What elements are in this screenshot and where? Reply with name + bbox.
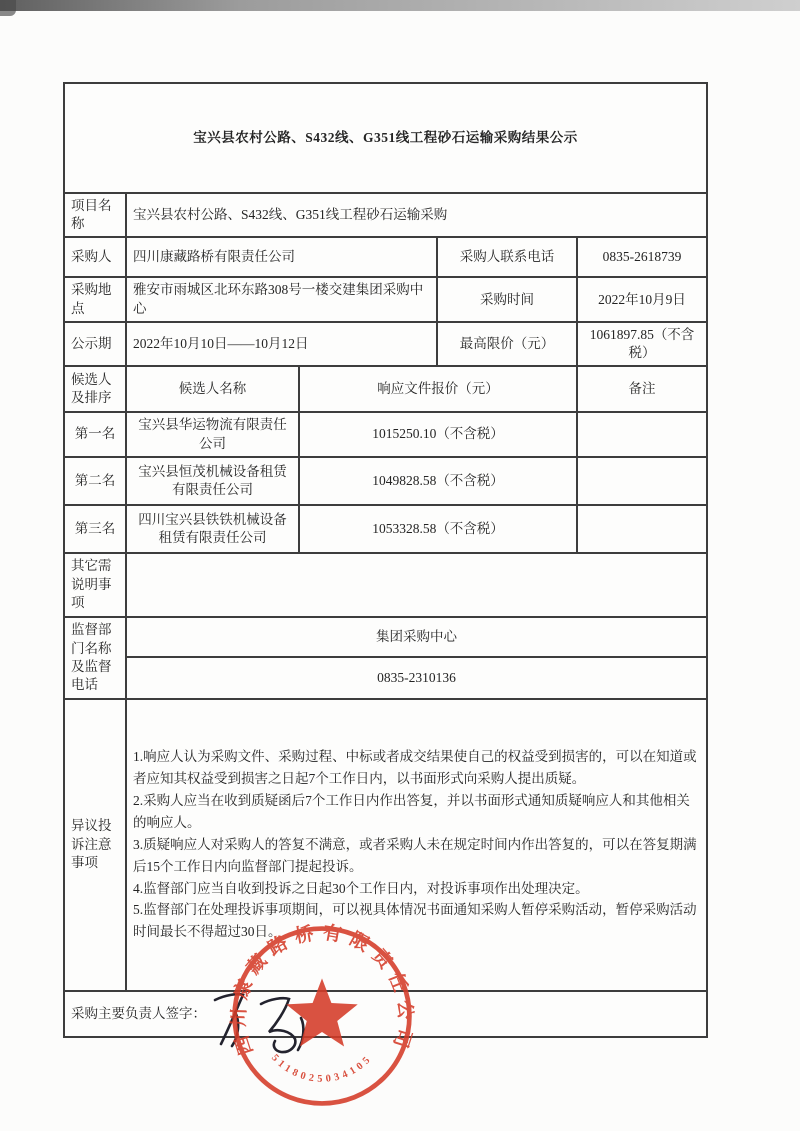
candidate-3-price: 1053328.58（不含税） [299, 505, 577, 553]
candidate-row-1 [64, 412, 707, 456]
candidates-header-row [64, 366, 707, 412]
candidate-1-price: 1015250.10（不含税） [299, 412, 577, 456]
max-price-label: 最高限价（元） [437, 322, 577, 366]
scan-corner-artifact [0, 0, 16, 16]
candidate-row-3 [64, 505, 707, 553]
purchaser-phone-label: 采购人联系电话 [437, 237, 577, 277]
other-notes-value [126, 553, 707, 617]
candidate-2-rank: 第二名 [64, 457, 126, 505]
publicity-period-value: 2022年10月10日——10月12日 [126, 322, 437, 366]
purchaser-label: 采购人 [64, 237, 126, 277]
candidate-2-name: 宝兴县恒茂机械设备租赁有限责任公司 [126, 457, 299, 505]
project-name-value: 宝兴县农村公路、S432线、G351线工程砂石运输采购 [126, 193, 707, 237]
supervision-phone-row [64, 657, 707, 699]
objection-item-4: 4.监督部门应当自收到投诉之日起30个工作日内，对投诉事项作出处理决定。 [133, 880, 589, 896]
candidates-name-header: 候选人名称 [126, 366, 299, 412]
objection-item-1: 1.响应人认为采购文件、采购过程、中标或者成交结果使自己的权益受到损害的，可以在知道或者应知其权益受到损害之日起7个工作日内，以书面形式向采购人提出质疑。 [133, 749, 697, 787]
candidate-3-remark [577, 505, 707, 553]
objection-label: 异议投诉注意事项 [64, 699, 126, 991]
supervision-department-row [64, 617, 707, 657]
supervision-phone: 0835-2310136 [126, 657, 707, 699]
seal-star-icon [286, 978, 357, 1046]
objection-item-2: 2.采购人应当在收到质疑函后7个工作日内作出答复，并以书面形式通知质疑响应人和其他相关的响应人。 [133, 793, 690, 830]
other-notes-row [64, 553, 707, 617]
seal-company-text: 四川康藏路桥有限责任公司 [228, 922, 416, 1058]
supervision-department: 集团采购中心 [126, 617, 707, 657]
other-notes-label: 其它需说明事项 [64, 553, 126, 617]
procurement-result-table [63, 82, 708, 1038]
publicity-period-row [64, 322, 707, 366]
candidate-1-name: 宝兴县华运物流有限责任公司 [126, 412, 299, 456]
company-seal [228, 922, 416, 1110]
candidate-2-remark [577, 457, 707, 505]
candidate-1-remark [577, 412, 707, 456]
location-row [64, 277, 707, 321]
candidate-1-rank: 第一名 [64, 412, 126, 456]
project-name-row [64, 193, 707, 237]
purchaser-row [64, 237, 707, 277]
project-name-label: 项目名称 [64, 193, 126, 237]
candidates-remark-header: 备注 [577, 366, 707, 412]
location-value: 雅安市雨城区北环东路308号一楼交建集团采购中心 [126, 277, 437, 321]
scan-edge-artifact [0, 0, 800, 11]
candidate-3-rank: 第三名 [64, 505, 126, 553]
candidate-3-name: 四川宝兴县铁铁机械设备租赁有限责任公司 [126, 505, 299, 553]
objection-items-cell [126, 699, 707, 991]
objection-item-3: 3.质疑响应人对采购人的答复不满意，或者采购人未在规定时间内作出答复的，可以在答复期满后15个工作日内向监督部门提起投诉。 [133, 836, 697, 874]
signature-label: 采购主要负责人签字： [64, 991, 707, 1037]
purchaser-value: 四川康藏路桥有限责任公司 [126, 237, 437, 277]
svg-text:5118025034105 [269, 1052, 375, 1084]
purchaser-phone-value: 0835-2618739 [577, 237, 707, 277]
max-price-value: 1061897.85（不含税） [577, 322, 707, 366]
publicity-period-label: 公示期 [64, 322, 126, 366]
document-title: 宝兴县农村公路、S432线、G351线工程砂石运输采购结果公示 [64, 83, 707, 193]
candidates-rank-header: 候选人及排序 [64, 366, 126, 412]
candidate-2-price: 1049828.58（不含税） [299, 457, 577, 505]
purchase-time-value: 2022年10月9日 [577, 277, 707, 321]
candidates-price-header: 响应文件报价（元） [299, 366, 577, 412]
candidate-row-2 [64, 457, 707, 505]
objection-item-5: 5.监督部门在处理投诉事项期间，可以视具体情况书面通知采购人暂停采购活动，暂停采购活动时间最长不得超过30日。 [133, 902, 697, 940]
supervision-label: 监督部门名称及监督电话 [64, 617, 126, 699]
location-label: 采购地点 [64, 277, 126, 321]
seal-number-text: 5118025034105 [269, 1052, 375, 1085]
purchase-time-label: 采购时间 [437, 277, 577, 321]
